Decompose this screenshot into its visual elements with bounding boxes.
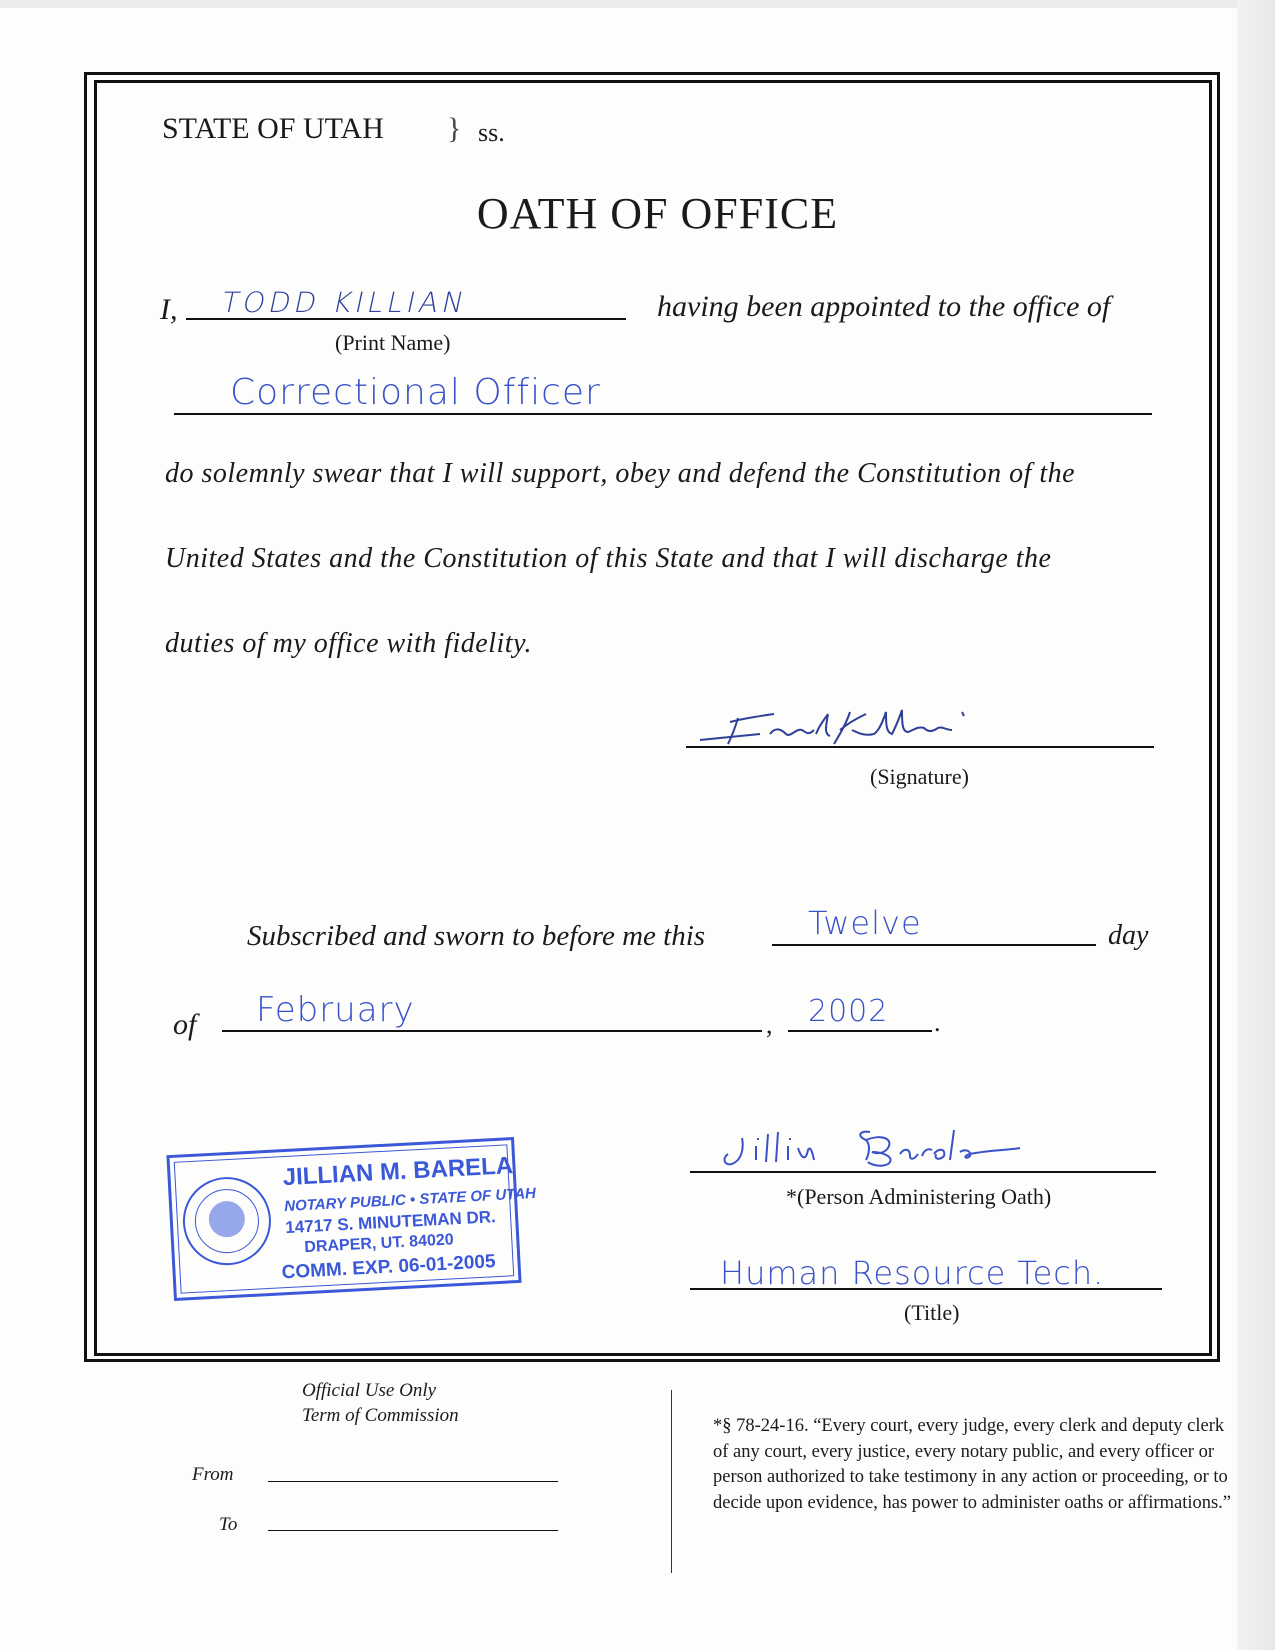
date-period: . bbox=[934, 1008, 941, 1037]
print-name-label: (Print Name) bbox=[335, 330, 451, 355]
statute-note: *§ 78-24-16. “Every court, every judge, every clerk and deputy clerk of any court, every justice, every notary public, and every officer or person authorized to take testimony in any action or proceeding, or to decide upon evidence, has power to administer oaths or affirmations.” bbox=[713, 1416, 1232, 1513]
footer-divider bbox=[671, 1390, 672, 1573]
ss-label: ss. bbox=[478, 118, 505, 147]
signature-line bbox=[686, 746, 1154, 748]
administrator-label: *(Person Administering Oath) bbox=[786, 1184, 1052, 1209]
day-label: day bbox=[1108, 920, 1149, 951]
i-label: I, bbox=[160, 293, 178, 326]
stamp-address: 14717 S. MINUTEMAN DR. bbox=[284, 1207, 497, 1238]
title-label: (Title) bbox=[904, 1300, 960, 1325]
oath-text-line-2: United States and the Constitution of this State and that I will discharge the bbox=[165, 543, 1052, 574]
of-label: of bbox=[173, 1008, 197, 1041]
month-line bbox=[222, 1030, 762, 1032]
year-value: 2002 bbox=[808, 994, 889, 1029]
signature-label: (Signature) bbox=[870, 764, 969, 789]
to-label: To bbox=[219, 1514, 238, 1535]
scan-edge bbox=[1237, 0, 1275, 1650]
from-label: From bbox=[192, 1464, 234, 1485]
printed-name-value: TODD KILLIAN bbox=[218, 286, 471, 319]
month-value: February bbox=[256, 990, 415, 1030]
official-use-label: Official Use Only bbox=[302, 1380, 437, 1401]
scan-top-band bbox=[0, 0, 1275, 8]
stamp-commission: COMM. EXP. 06-01-2005 bbox=[281, 1251, 497, 1284]
day-value: Twelve bbox=[808, 904, 922, 942]
print-name-line bbox=[186, 318, 626, 320]
officer-signature bbox=[690, 700, 1020, 750]
administrator-signature bbox=[720, 1120, 1100, 1172]
to-line bbox=[268, 1530, 558, 1531]
venue-brace: } bbox=[447, 112, 462, 145]
office-value: Correctional Officer bbox=[230, 372, 601, 413]
having-appointed-text: having been appointed to the office of bbox=[657, 290, 1111, 323]
stamp-role: NOTARY PUBLIC • STATE OF UTAH bbox=[283, 1184, 537, 1216]
day-line bbox=[772, 944, 1096, 946]
stamp-name: JILLIAN M. BARELA bbox=[282, 1152, 514, 1192]
document-title: OATH OF OFFICE bbox=[476, 189, 839, 238]
term-of-commission-label: Term of Commission bbox=[302, 1405, 459, 1426]
stamp-city: DRAPER, UT. 84020 bbox=[303, 1231, 455, 1257]
from-line bbox=[268, 1481, 558, 1482]
title-line bbox=[690, 1288, 1162, 1290]
administrator-line bbox=[690, 1171, 1156, 1173]
oath-text-line-1: do solemnly swear that I will support, obey and defend the Constitution of the bbox=[165, 458, 1076, 489]
subscribed-text: Subscribed and sworn to before me this bbox=[247, 920, 706, 952]
date-comma: , bbox=[766, 1010, 773, 1039]
state-heading: STATE OF UTAH bbox=[162, 112, 384, 145]
oath-text-line-3: duties of my office with fidelity. bbox=[165, 628, 532, 659]
year-line bbox=[788, 1030, 932, 1032]
notary-stamp bbox=[166, 1137, 537, 1301]
office-line bbox=[174, 413, 1152, 415]
administrator-title-value: Human Resource Tech. bbox=[720, 1254, 1105, 1292]
